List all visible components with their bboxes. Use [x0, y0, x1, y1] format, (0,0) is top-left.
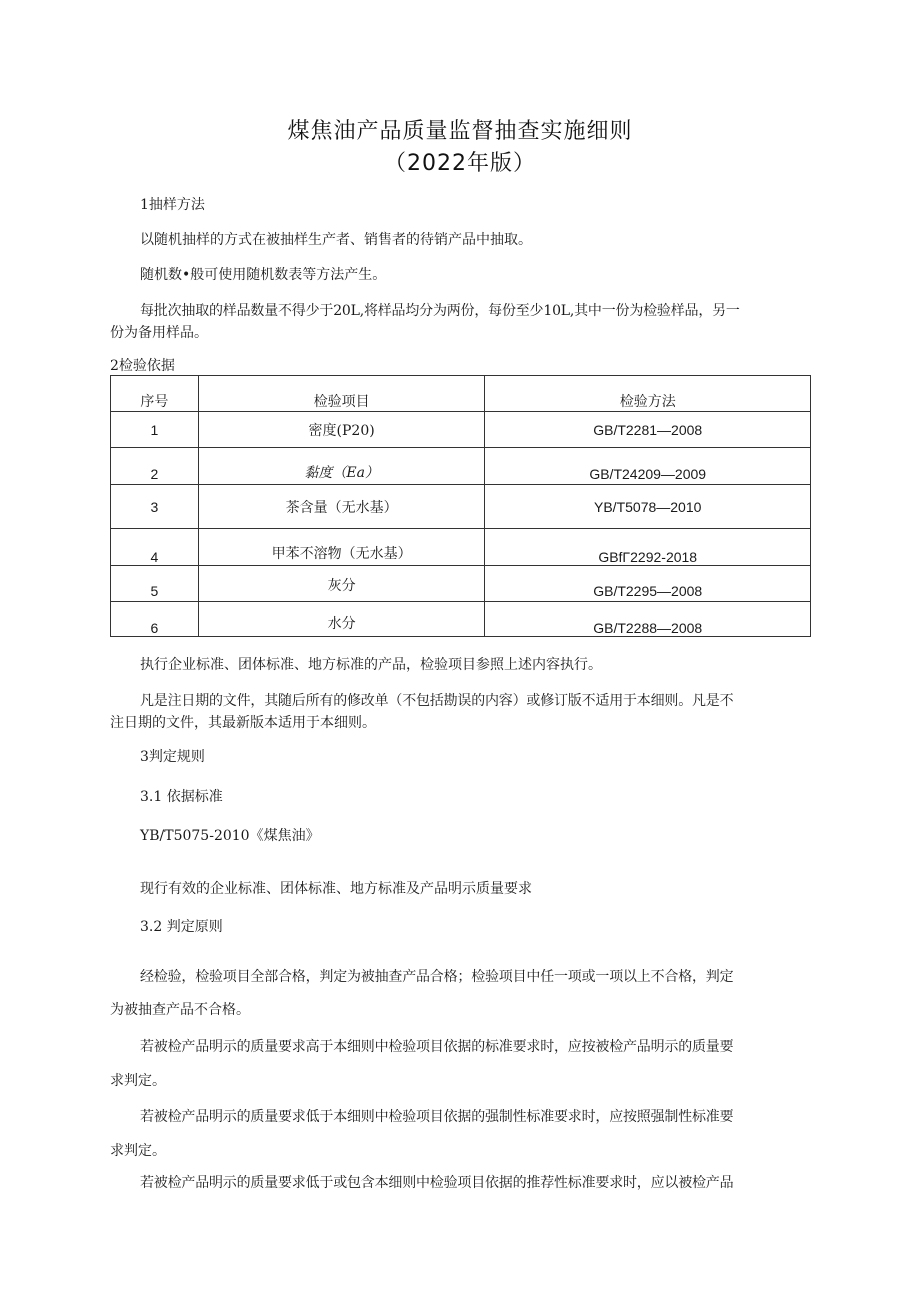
row-method: GB/T24209—2009 — [589, 466, 707, 482]
row-method: GB/T2281—2008 — [593, 421, 703, 438]
row-no: 1 — [150, 421, 159, 438]
standard-reference: YB/T5075-2010《煤焦油》 — [140, 828, 320, 844]
section-1-para-3-line-1: 每批次抽取的样品数量不得少于20L,将样品均分为两份，每份至少10L,其中一份为检验样品，另一 — [140, 303, 740, 319]
section-2-heading: 2检验依据 — [110, 358, 175, 374]
row-item: 黏度（Ea） — [304, 465, 379, 481]
row-no: 4 — [150, 549, 159, 565]
section-1-heading: 1抽样方法 — [140, 197, 205, 213]
row-no: 6 — [150, 620, 159, 636]
section-3-heading: 3判定规则 — [140, 749, 205, 765]
section-1-para-1: 以随机抽样的方式在被抽样生产者、销售者的待销产品中抽取。 — [140, 232, 532, 248]
row-item: 甲苯不溶物（无水基） — [271, 546, 412, 562]
table-row — [111, 566, 811, 602]
row-no: 5 — [150, 583, 159, 599]
inspection-table — [110, 375, 811, 637]
rule-4-line-1: 若被检产品明示的质量要求低于或包含本细则中检验项目依据的推荐性标准要求时，应以被检产品 — [140, 1175, 734, 1191]
header-method: 检验方法 — [619, 394, 676, 410]
row-method: YB/T5078—2010 — [594, 498, 702, 515]
section-3-2-heading: 3.2 判定原则 — [140, 919, 223, 935]
section-1-para-3-line-2: 份为备用样品。 — [110, 325, 208, 341]
row-no: 2 — [150, 466, 159, 482]
document-title: 煤焦油产品质量监督抽查实施细则 — [287, 119, 633, 144]
table-header-row — [111, 376, 811, 412]
row-method: GB/T2295—2008 — [593, 583, 703, 599]
rule-1-line-2: 为被抽查产品不合格。 — [110, 1002, 250, 1018]
section-1-para-2: 随机数•般可使用随机数表等方法产生。 — [140, 267, 387, 283]
rule-3-line-2: 求判定。 — [110, 1143, 166, 1159]
rule-1-line-1: 经检验，检验项目全部合格，判定为被抽查产品合格；检验项目中任一项或一项以上不合格，判定 — [140, 969, 734, 985]
header-item: 检验项目 — [313, 394, 370, 410]
table-row — [111, 529, 811, 566]
row-no: 3 — [150, 498, 159, 515]
table-row — [111, 485, 811, 529]
row-item: 茶含量（无水基） — [285, 499, 398, 516]
header-no: 序号 — [140, 394, 169, 410]
section-2-note-2-line-1: 凡是注日期的文件，其随后所有的修改单（不包括勘误的内容）或修订版不适用于本细则。凡是不 — [140, 693, 734, 709]
section-3-1-heading: 3.1 依据标准 — [140, 789, 223, 805]
row-item: 灰分 — [327, 578, 356, 594]
row-item: 密度(P20) — [308, 422, 375, 439]
table-row — [111, 412, 811, 448]
row-item: 水分 — [327, 616, 356, 632]
standard-note: 现行有效的企业标准、团体标准、地方标准及产品明示质量要求 — [140, 881, 532, 897]
rule-3-line-1: 若被检产品明示的质量要求低于本细则中检验项目依据的强制性标准要求时，应按照强制性标准要 — [140, 1109, 734, 1125]
row-method: GBfΓ2292-2018 — [598, 549, 698, 565]
rule-2-line-2: 求判定。 — [110, 1073, 166, 1089]
section-2-note-2-line-2: 注日期的文件，其最新版本适用于本细则。 — [110, 715, 376, 731]
table-row — [111, 602, 811, 637]
document-version: （2022年版） — [384, 151, 536, 176]
row-method: GB/T2288—2008 — [593, 620, 703, 636]
rule-2-line-1: 若被检产品明示的质量要求高于本细则中检验项目依据的标准要求时，应按被检产品明示的质量要 — [140, 1039, 734, 1055]
table-row — [111, 448, 811, 485]
section-2-note-1: 执行企业标准、团体标准、地方标准的产品，检验项目参照上述内容执行。 — [140, 657, 602, 673]
